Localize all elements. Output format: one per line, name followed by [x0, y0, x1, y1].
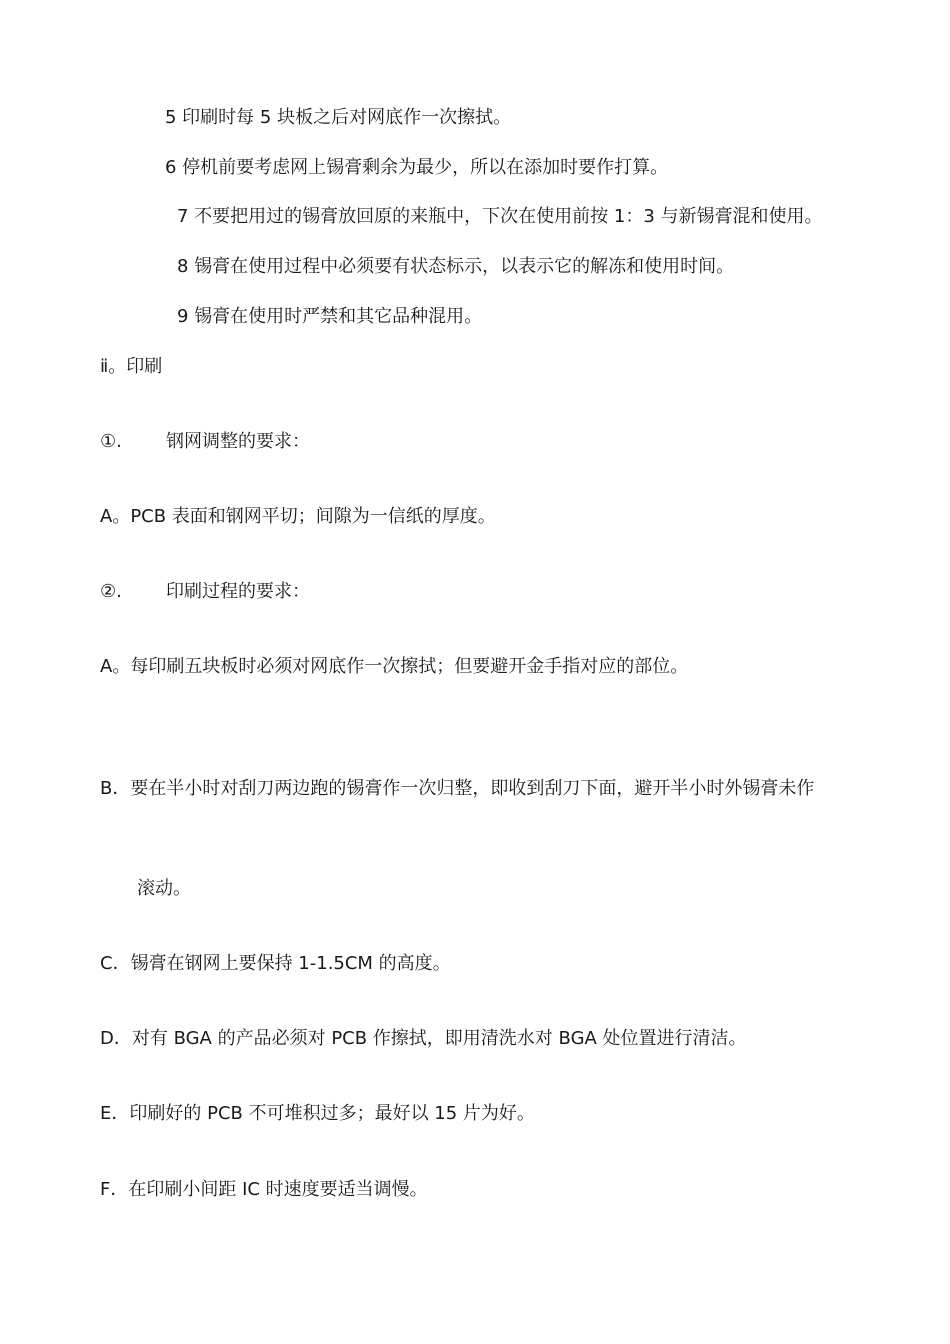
- subsection-title: 钢网调整的要求：: [166, 431, 310, 452]
- item-b: B．要在半小时对刮刀两边跑的锡膏作一次归整，即收到刮刀下面，避开半小时外锡膏未作: [100, 778, 815, 799]
- tip-8: 8 锡膏在使用过程中必须要有状态标示，以表示它的解冻和使用时间。: [177, 256, 735, 277]
- subsection-printing-process: [100, 580, 310, 604]
- item-c: C．锡膏在钢网上要保持 1-1.5CM 的高度。: [100, 953, 451, 974]
- tip-9: 9 锡膏在使用时严禁和其它品种混用。: [177, 306, 483, 327]
- subsection-number: ①.: [100, 431, 122, 452]
- tip-6: 6 停机前要考虑网上锡膏剩余为最少，所以在添加时要作打算。: [165, 157, 669, 178]
- item-stencil-a: A。PCB 表面和钢网平切；间隙为一信纸的厚度。: [100, 506, 496, 527]
- tip-7: 7 不要把用过的锡膏放回原的来瓶中，下次在使用前按 1：3 与新锡膏混和使用。: [177, 206, 823, 227]
- item-b-continued: 滚动。: [137, 878, 191, 899]
- subsection-title: 印刷过程的要求：: [166, 581, 310, 602]
- subsection-stencil-adjust: [100, 430, 310, 454]
- item-d: D．对有 BGA 的产品必须对 PCB 作擦拭，即用清洗水对 BGA 处位置进行清洁。: [100, 1028, 747, 1049]
- section-heading: ⅱ。印刷: [100, 356, 163, 377]
- item-f: F．在印刷小间距 IC 时速度要适当调慢。: [100, 1179, 428, 1200]
- tip-5: 5 印刷时每 5 块板之后对网底作一次擦拭。: [165, 107, 512, 128]
- item-a: A。每印刷五块板时必须对网底作一次擦拭；但要避开金手指对应的部位。: [100, 656, 689, 677]
- item-e: E．印刷好的 PCB 不可堆积过多；最好以 15 片为好。: [100, 1103, 535, 1124]
- subsection-number: ②.: [100, 581, 122, 602]
